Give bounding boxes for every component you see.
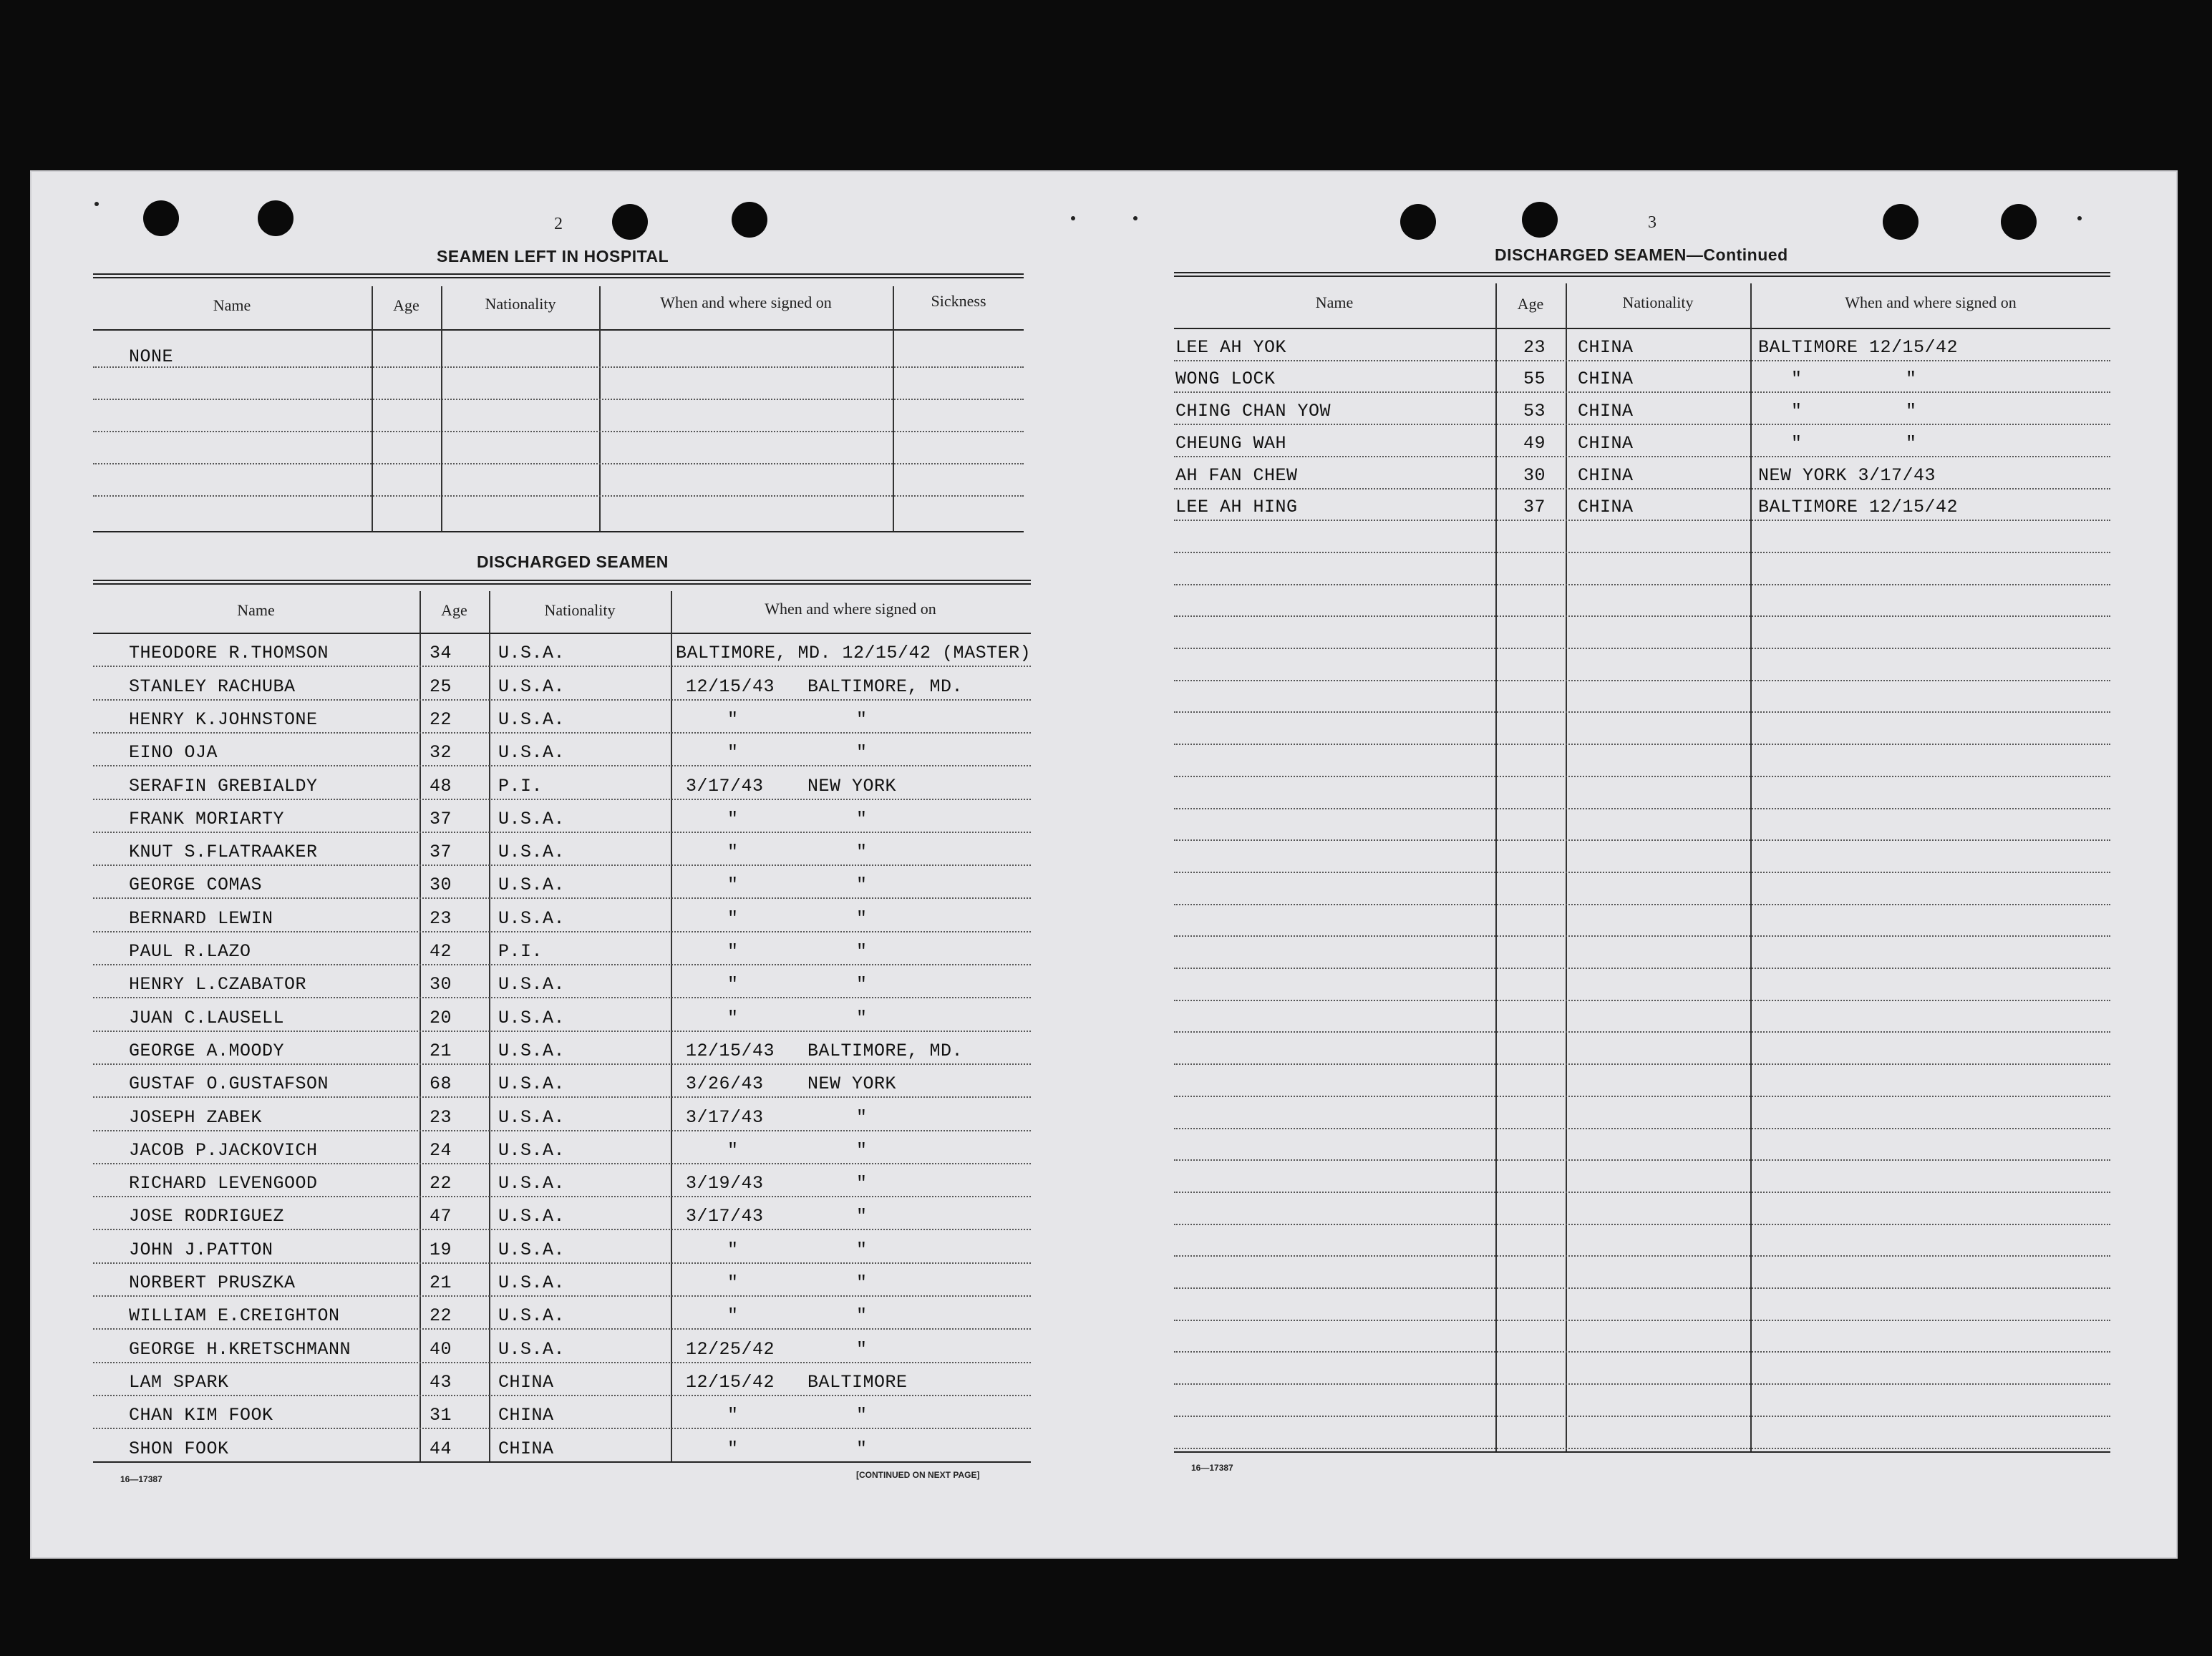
row-line [93,964,1031,965]
signed-on-date: " [727,1272,739,1293]
signed-on-place: " [856,1272,868,1293]
signed-on-date: BALTIMORE 12/15/42 [1758,497,1959,517]
signed-on-place: NEW YORK [807,776,897,797]
row-line [93,897,1031,899]
punch-hole [143,200,179,236]
seaman-nationality: CHINA [1578,401,1634,422]
row-line [93,699,1031,701]
seaman-age: 37 [430,842,452,862]
punch-hole [2001,204,2037,240]
speck [1071,216,1075,220]
seaman-name: JOSE RODRIGUEZ [129,1206,285,1227]
signed-on-place: " [1906,433,1917,454]
signed-on-date: 3/26/43 [686,1073,764,1094]
seaman-age: 49 [1523,433,1546,454]
seaman-name: WILLIAM E.CREIGHTON [129,1305,340,1326]
row-line [93,832,1031,833]
seaman-age: 37 [430,809,452,829]
seaman-nationality: U.S.A. [498,1206,566,1227]
seaman-age: 32 [430,742,452,763]
row-line [93,1130,1031,1131]
right-header-name: Name [1315,293,1354,311]
row-line [1174,1448,2110,1449]
row-line [1174,1063,2110,1065]
signed-on-date: 3/19/43 [686,1173,764,1194]
signed-on-date: " [727,875,739,895]
seaman-name: RICHARD LEVENGOOD [129,1173,318,1194]
column-divider [372,286,373,531]
signed-on-place: " [856,875,868,895]
seaman-age: 24 [430,1140,452,1161]
signed-on-date: 3/17/43 [686,776,764,797]
seaman-name: LEE AH YOK [1175,337,1287,358]
column-divider [489,591,490,1461]
signed-on-place: NEW YORK [807,1073,897,1094]
row-line [1174,1383,2110,1385]
seaman-nationality: CHINA [1578,465,1634,486]
row-line [1174,1224,2110,1225]
right-header-nationality: Nationality [1622,293,1694,311]
seaman-age: 30 [430,974,452,995]
seaman-name: NORBERT PRUSZKA [129,1272,296,1293]
seaman-age: 47 [430,1206,452,1227]
row-line [1174,648,2110,649]
column-divider [1566,283,1567,1451]
seaman-nationality: U.S.A. [498,1272,566,1293]
section-bottom-rule [93,531,1024,532]
row-line [1174,424,2110,425]
signed-on-date: BALTIMORE, MD. 12/15/42 (MASTER) [676,643,1032,663]
signed-on-place: " [856,974,868,995]
row-line [1174,935,2110,937]
row-line [93,1428,1031,1429]
seaman-age: 20 [430,1008,452,1028]
seaman-age: 40 [430,1339,452,1360]
double-rule [1174,272,2110,277]
hospital-row-name: NONE [129,346,174,367]
seaman-age: 43 [430,1372,452,1393]
column-divider [419,591,421,1461]
punch-hole [612,204,648,240]
seaman-name: GEORGE A.MOODY [129,1041,285,1061]
signed-on-date: " [1791,401,1803,422]
row-line [1174,1159,2110,1161]
signed-on-place: " [856,1305,868,1326]
seaman-nationality: U.S.A. [498,742,566,763]
seaman-nationality: CHINA [498,1405,554,1426]
seaman-name: CHAN KIM FOOK [129,1405,273,1426]
punch-hole [1883,204,1918,240]
row-line [1174,1096,2110,1097]
seaman-age: 22 [430,709,452,730]
signed-on-date: " [727,974,739,995]
speck [94,202,99,206]
seaman-name: PAUL R.LAZO [129,941,251,962]
discharged-header-name: Name [237,601,275,619]
row-line [93,864,1031,866]
row-line [1174,1416,2110,1417]
row-line [93,1163,1031,1164]
row-line [1174,904,2110,905]
row-line [93,1395,1031,1396]
seaman-nationality: CHINA [498,1372,554,1393]
row-line [1174,552,2110,553]
seaman-nationality: U.S.A. [498,709,566,730]
row-line [1174,1255,2110,1257]
hospital-header-nationality: Nationality [485,295,556,313]
signed-on-place: " [856,809,868,829]
row-line [1174,1320,2110,1321]
table-bottom-rule [1174,1451,2110,1453]
seaman-age: 30 [430,875,452,895]
signed-on-date: " [727,941,739,962]
row-line [93,1096,1031,1098]
signed-on-date: " [727,809,739,829]
row-line [93,666,1031,667]
page-number-right: 3 [1648,213,1656,232]
signed-on-date: " [727,1140,739,1161]
seaman-nationality: U.S.A. [498,908,566,929]
row-line [1174,1351,2110,1353]
seaman-nationality: U.S.A. [498,1173,566,1194]
signed-on-place: " [856,1438,868,1459]
seaman-age: 44 [430,1438,452,1459]
row-line [1174,680,2110,681]
hospital-header-sickness: Sickness [931,292,986,310]
seaman-nationality: CHINA [1578,497,1634,517]
row-line [93,1328,1031,1330]
seaman-age: 68 [430,1073,452,1094]
signed-on-date: " [727,1305,739,1326]
signed-on-place: " [856,908,868,929]
seaman-nationality: U.S.A. [498,1339,566,1360]
seaman-age: 53 [1523,401,1546,422]
row-line [93,1295,1031,1297]
seaman-nationality: U.S.A. [498,809,566,829]
signed-on-date: " [727,742,739,763]
seaman-name: HENRY L.CZABATOR [129,974,307,995]
hospital-section-title: SEAMEN LEFT IN HOSPITAL [437,247,669,266]
row-line [93,1362,1031,1363]
seaman-nationality: CHINA [498,1438,554,1459]
row-line [93,431,1024,432]
seaman-name: HENRY K.JOHNSTONE [129,709,318,730]
row-line [93,765,1031,766]
row-line [1174,1031,2110,1033]
column-divider [671,591,672,1461]
seaman-age: 22 [430,1173,452,1194]
hospital-header-name: Name [213,296,251,314]
seaman-name: SHON FOOK [129,1438,229,1459]
seaman-name: GEORGE H.KRETSCHMANN [129,1339,351,1360]
signed-on-place: " [856,1107,868,1128]
signed-on-date: 12/15/43 [686,1041,775,1061]
signed-on-date: 12/15/43 [686,676,775,697]
row-line [1174,1128,2110,1129]
seaman-nationality: U.S.A. [498,1008,566,1028]
signed-on-place: " [856,1173,868,1194]
discharged-header-age: Age [441,601,467,619]
seaman-age: 21 [430,1041,452,1061]
seaman-age: 37 [1523,497,1546,517]
punch-hole [1400,204,1436,240]
signed-on-date: " [727,1405,739,1426]
seaman-name: LAM SPARK [129,1372,229,1393]
row-line [93,366,1024,368]
row-line [1174,456,2110,457]
speck [1133,216,1137,220]
signed-on-date: " [1791,369,1803,389]
header-rule [93,633,1031,634]
seaman-nationality: U.S.A. [498,1140,566,1161]
signed-on-place: " [856,842,868,862]
row-line [1174,520,2110,521]
seaman-nationality: U.S.A. [498,1239,566,1260]
seaman-age: 42 [430,941,452,962]
seaman-nationality: P.I. [498,941,543,962]
signed-on-date: 3/17/43 [686,1107,764,1128]
signed-on-place: " [1906,369,1917,389]
signed-on-date: BALTIMORE 12/15/42 [1758,337,1959,358]
signed-on-place: " [856,709,868,730]
hospital-header-signed-on: When and where signed on [660,293,832,311]
punch-hole [258,200,294,236]
seaman-name: THEODORE R.THOMSON [129,643,329,663]
seaman-nationality: CHINA [1578,433,1634,454]
seaman-nationality: U.S.A. [498,1305,566,1326]
double-rule [93,580,1031,585]
column-divider [893,286,894,531]
seaman-name: CHING CHAN YOW [1175,401,1331,422]
discharged-header-nationality: Nationality [544,601,616,619]
seaman-name: BERNARD LEWIN [129,908,273,929]
row-line [1174,1192,2110,1193]
seaman-age: 34 [430,643,452,663]
row-line [93,931,1031,932]
seaman-name: JUAN C.LAUSELL [129,1008,285,1028]
row-line [93,1031,1031,1032]
seaman-name: STANLEY RACHUBA [129,676,296,697]
signed-on-date: " [727,908,739,929]
seaman-nationality: U.S.A. [498,1107,566,1128]
seaman-name: LEE AH HING [1175,497,1298,517]
header-rule [93,329,1024,331]
seaman-name: AH FAN CHEW [1175,465,1298,486]
signed-on-date: " [727,1008,739,1028]
row-line [1174,776,2110,777]
discharged-continued-title [1495,245,1788,265]
row-line [93,399,1024,400]
row-line [1174,615,2110,617]
signed-on-place: " [856,1339,868,1360]
signed-on-place: " [856,742,868,763]
seaman-nationality: U.S.A. [498,676,566,697]
seaman-name: JACOB P.JACKOVICH [129,1140,318,1161]
seaman-nationality: U.S.A. [498,842,566,862]
row-line [1174,808,2110,809]
signed-on-date: 12/15/42 [686,1372,775,1393]
row-line [93,799,1031,800]
row-line [1174,1000,2110,1001]
seaman-name: GUSTAF O.GUSTAFSON [129,1073,329,1094]
speck [2077,216,2082,220]
discharged-title-continued: —Continued [1686,245,1788,264]
row-line [1174,1287,2110,1289]
row-line [1174,391,2110,393]
double-rule [93,273,1024,278]
discharged-header-signed-on: When and where signed on [765,600,936,618]
hospital-header-age: Age [393,296,419,314]
column-divider [1750,283,1752,1451]
seaman-age: 25 [430,676,452,697]
signed-on-date: 3/17/43 [686,1206,764,1227]
signed-on-place: BALTIMORE [807,1372,908,1393]
punch-hole [1522,202,1558,238]
signed-on-date: 12/25/42 [686,1339,775,1360]
right-header-signed-on: When and where signed on [1845,293,2017,311]
seaman-age: 55 [1523,369,1546,389]
seaman-name: WONG LOCK [1175,369,1276,389]
seaman-name: EINO OJA [129,742,218,763]
row-line [1174,872,2110,873]
discharged-section-title: DISCHARGED SEAMEN [477,552,669,571]
signed-on-date: " [727,842,739,862]
seaman-nationality: U.S.A. [498,1041,566,1061]
row-line [1174,744,2110,745]
row-line [1174,711,2110,713]
seaman-age: 22 [430,1305,452,1326]
signed-on-place: " [856,1239,868,1260]
seaman-age: 23 [1523,337,1546,358]
seaman-name: GEORGE COMAS [129,875,263,895]
seaman-name: JOHN J.PATTON [129,1239,273,1260]
column-divider [441,286,442,531]
header-rule [1174,328,2110,329]
row-line [93,1063,1031,1065]
seaman-nationality: U.S.A. [498,974,566,995]
seaman-age: 48 [430,776,452,797]
right-header-age: Age [1517,295,1544,313]
row-line [1174,488,2110,490]
punch-hole [732,202,767,238]
signed-on-date: " [727,709,739,730]
seaman-nationality: U.S.A. [498,875,566,895]
row-line [93,1229,1031,1230]
seaman-nationality: P.I. [498,776,543,797]
signed-on-place: " [856,1008,868,1028]
row-line [93,463,1024,464]
seaman-age: 21 [430,1272,452,1293]
row-line [93,495,1024,497]
signed-on-place: BALTIMORE, MD. [807,676,964,697]
seaman-age: 23 [430,1107,452,1128]
signed-on-date: " [727,1239,739,1260]
row-line [1174,839,2110,841]
row-line [93,997,1031,998]
row-line [1174,360,2110,361]
seaman-nationality: CHINA [1578,337,1634,358]
form-number-right: 16—17387 [1191,1463,1233,1473]
signed-on-date: " [727,1438,739,1459]
discharged-title-main: DISCHARGED SEAMEN [1495,245,1687,264]
seaman-name: SERAFIN GREBIALDY [129,776,318,797]
column-divider [1495,283,1497,1451]
table-bottom-rule [93,1461,1031,1463]
signed-on-place: BALTIMORE, MD. [807,1041,964,1061]
seaman-nationality: CHINA [1578,369,1634,389]
seaman-age: 31 [430,1405,452,1426]
row-line [1174,968,2110,969]
row-line [1174,584,2110,585]
row-line [93,732,1031,734]
seaman-name: FRANK MORIARTY [129,809,285,829]
continued-note: [CONTINUED ON NEXT PAGE] [856,1470,980,1480]
seaman-age: 23 [430,908,452,929]
seaman-name: KNUT S.FLATRAAKER [129,842,318,862]
seaman-age: 19 [430,1239,452,1260]
seaman-nationality: U.S.A. [498,1073,566,1094]
signed-on-place: " [856,941,868,962]
signed-on-place: " [856,1140,868,1161]
column-divider [599,286,601,531]
seaman-nationality: U.S.A. [498,643,566,663]
row-line [93,1262,1031,1264]
row-line [93,1196,1031,1197]
signed-on-place: " [856,1206,868,1227]
signed-on-place: " [856,1405,868,1426]
signed-on-place: " [1906,401,1917,422]
page-number-left: 2 [554,215,563,233]
signed-on-date: " [1791,433,1803,454]
signed-on-date: NEW YORK 3/17/43 [1758,465,1936,486]
seaman-age: 30 [1523,465,1546,486]
form-number-left: 16—17387 [120,1474,162,1484]
seaman-name: JOSEPH ZABEK [129,1107,263,1128]
seaman-name: CHEUNG WAH [1175,433,1287,454]
